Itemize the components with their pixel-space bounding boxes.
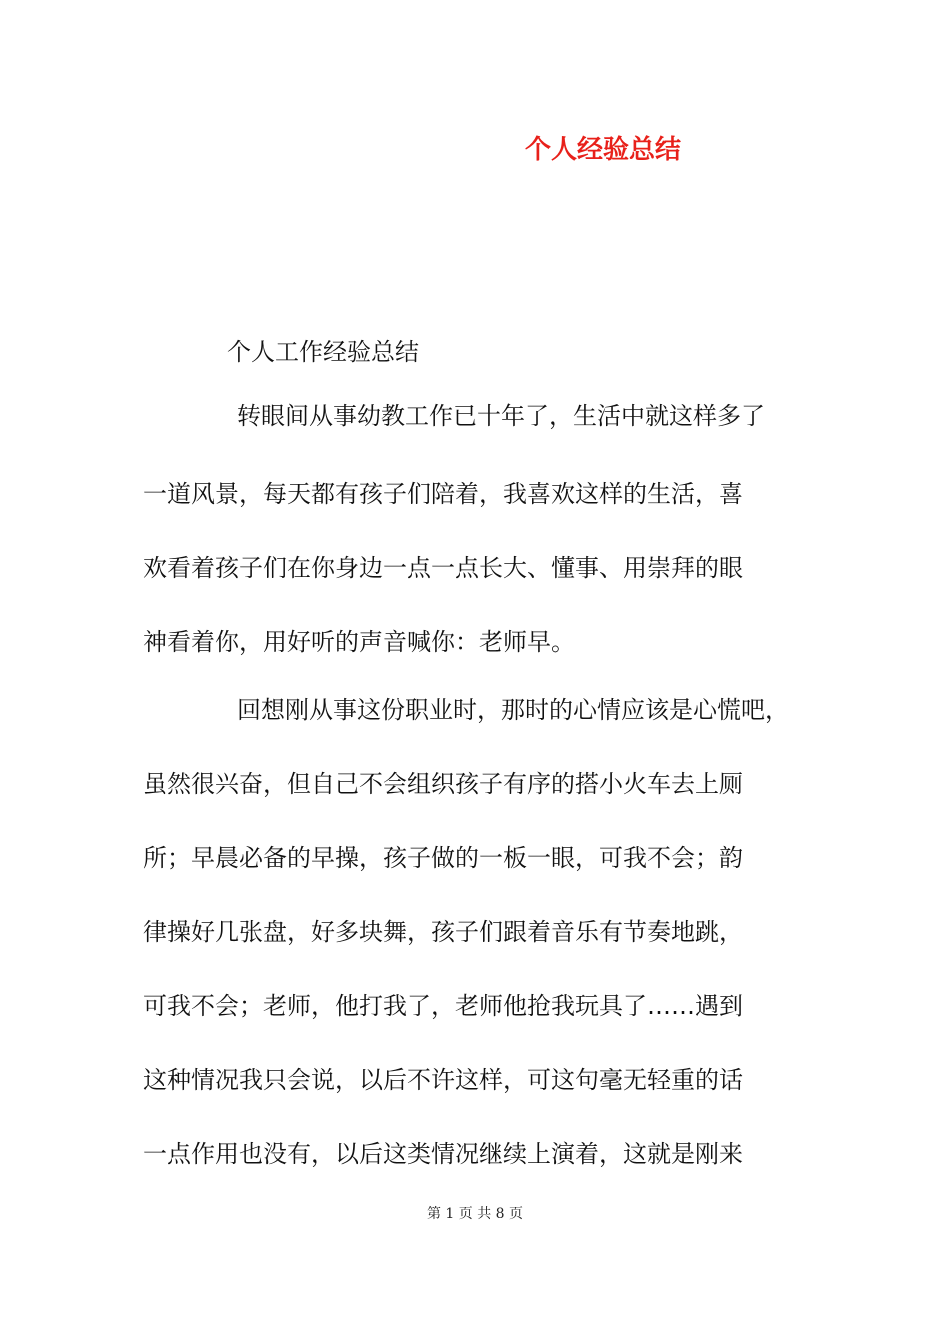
paragraph-line: 回想刚从事这份职业时，那时的心情应该是心慌吧， [237,696,789,724]
paragraph-line: 转眼间从事幼教工作已十年了，生活中就这样多了 [237,402,765,430]
paragraph-line: 所；早晨必备的早操，孩子做的一板一眼，可我不会；韵 [143,844,743,872]
paragraph-line: 一点作用也没有，以后这类情况继续上演着，这就是刚来 [143,1140,743,1168]
paragraph-line: 神看着你，用好听的声音喊你：老师早。 [143,628,575,656]
paragraph-line: 一道风景，每天都有孩子们陪着，我喜欢这样的生活，喜 [143,480,743,508]
paragraph-line: 虽然很兴奋，但自己不会组织孩子有序的搭小火车去上厕 [143,770,743,798]
document-title: 个人经验总结 [524,135,681,165]
document-subtitle: 个人工作经验总结 [227,338,419,366]
paragraph-line: 律操好几张盘，好多块舞，孩子们跟着音乐有节奏地跳， [143,918,743,946]
page-number-footer: 第 1 页 共 8 页 [426,1206,524,1222]
paragraph-line: 可我不会；老师，他打我了，老师他抢我玩具了……遇到 [143,992,743,1020]
paragraph-line: 欢看着孩子们在你身边一点一点长大、懂事、用崇拜的眼 [143,554,743,582]
paragraph-line: 这种情况我只会说，以后不许这样，可这句毫无轻重的话 [143,1066,743,1094]
